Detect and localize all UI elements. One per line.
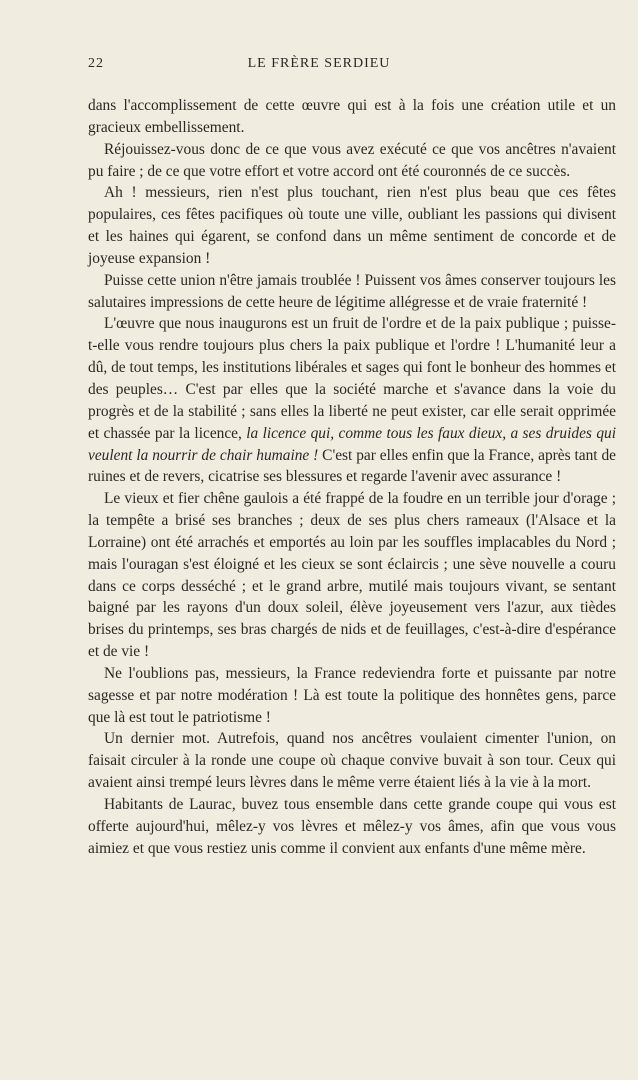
paragraph-continued: dans l'accomplissement de cette œuvre qui est à la fois une création utile et un gracieux embellissement.: [88, 97, 616, 136]
page-body: [88, 95, 616, 860]
italic-quote: la licence qui, comme tous les faux dieux, a ses druides qui veulent la nourrir de chair humaine !: [88, 424, 616, 464]
paragraph: Habitants de Laurac, buvez tous ensemble dans cette grande coupe qui vous est offerte aujourd'hui, mêlez-y vos lèvres et mêlez-y vos âmes, afin que vous vous aimiez et que vous restiez unis comme il convient aux enfants d'une même mère.: [88, 796, 616, 857]
paragraph: Réjouissez-vous donc de ce que vous avez exécuté ce que vos ancêtres n'avaient pu faire ; de ce que votre effort et votre accord ont été couronnés de ce succès.: [88, 140, 616, 180]
paragraph-text: C'est par elles enfin que la France, après tant de ruines et de revers, cicatrise ses blessures et regarde l'avenir avec assurance !: [88, 446, 617, 486]
paragraph-text: L'œuvre que nous inaugurons est un fruit de l'ordre et de la paix publique ; puisse-t-elle vous rendre toujours plus chers la paix publique et l'ordre ! L'humanité leur a dû, de tout temps, les institutions libérales et sages qui font le bonheur des hommes et des peuples… C'est par elles que la société marche et s'avance dans la voie du progrès et de la stabilité ; sans elles la liberté ne peut exister, car elle serait opprimée et chassée par la licence,: [88, 315, 616, 442]
page-header: [88, 56, 550, 80]
running-title: LE FRÈRE SERDIEU: [247, 56, 391, 71]
paragraph: Un dernier mot. Autrefois, quand nos ancêtres voulaient cimenter l'union, on faisait circuler à la ronde une coupe où chaque convive buvait à son tour. Ceux qui avaient ainsi trempé leurs lèvres dans le même verre étaient liés à la vie à la mort.: [88, 730, 616, 792]
page-number: 22: [88, 56, 104, 71]
paragraph: Ne l'oublions pas, messieurs, la France redeviendra forte et puissante par notre sagesse et par notre modération ! Là est toute la politique des honnêtes gens, parce que là est tout le patriotisme !: [88, 664, 616, 726]
paragraph-with-italic: [88, 313, 616, 488]
paragraph: Puisse cette union n'être jamais troublée ! Puissent vos âmes conserver toujours les salutaires impressions de cette heure de légitime allégresse et de vraie fraternité !: [88, 271, 616, 311]
paragraph: Le vieux et fier chêne gaulois a été frappé de la foudre en un terrible jour d'orage ; la tempête a brisé ses branches ; deux de ses plus chers rameaux (l'Alsace et la Lorraine) ont été arrachés et emportés au loin par les souffles implacables du Nord ; mais l'ouragan s'est éloigné et les cieux se sont éclaircis ; une sève nouvelle a couru dans ce corps desséché ; et le grand arbre, mutilé mais toujours vivant, se sentant baigné par les rayons d'un doux soleil, élève joyeusement vers l'azur, aux tièdes brises du printemps, ses bras chargés de nids et de feuillages, c'est-à-dire d'espérance et de vie !: [88, 490, 616, 661]
paragraph: Ah ! messieurs, rien n'est plus touchant, rien n'est plus beau que ces fêtes populaires, ces fêtes pacifiques où toute une ville, oubliant les passions qui divisent et les haines qui égarent, se confond dans un même sentiment de concorde et de joyeuse expansion !: [88, 184, 616, 267]
